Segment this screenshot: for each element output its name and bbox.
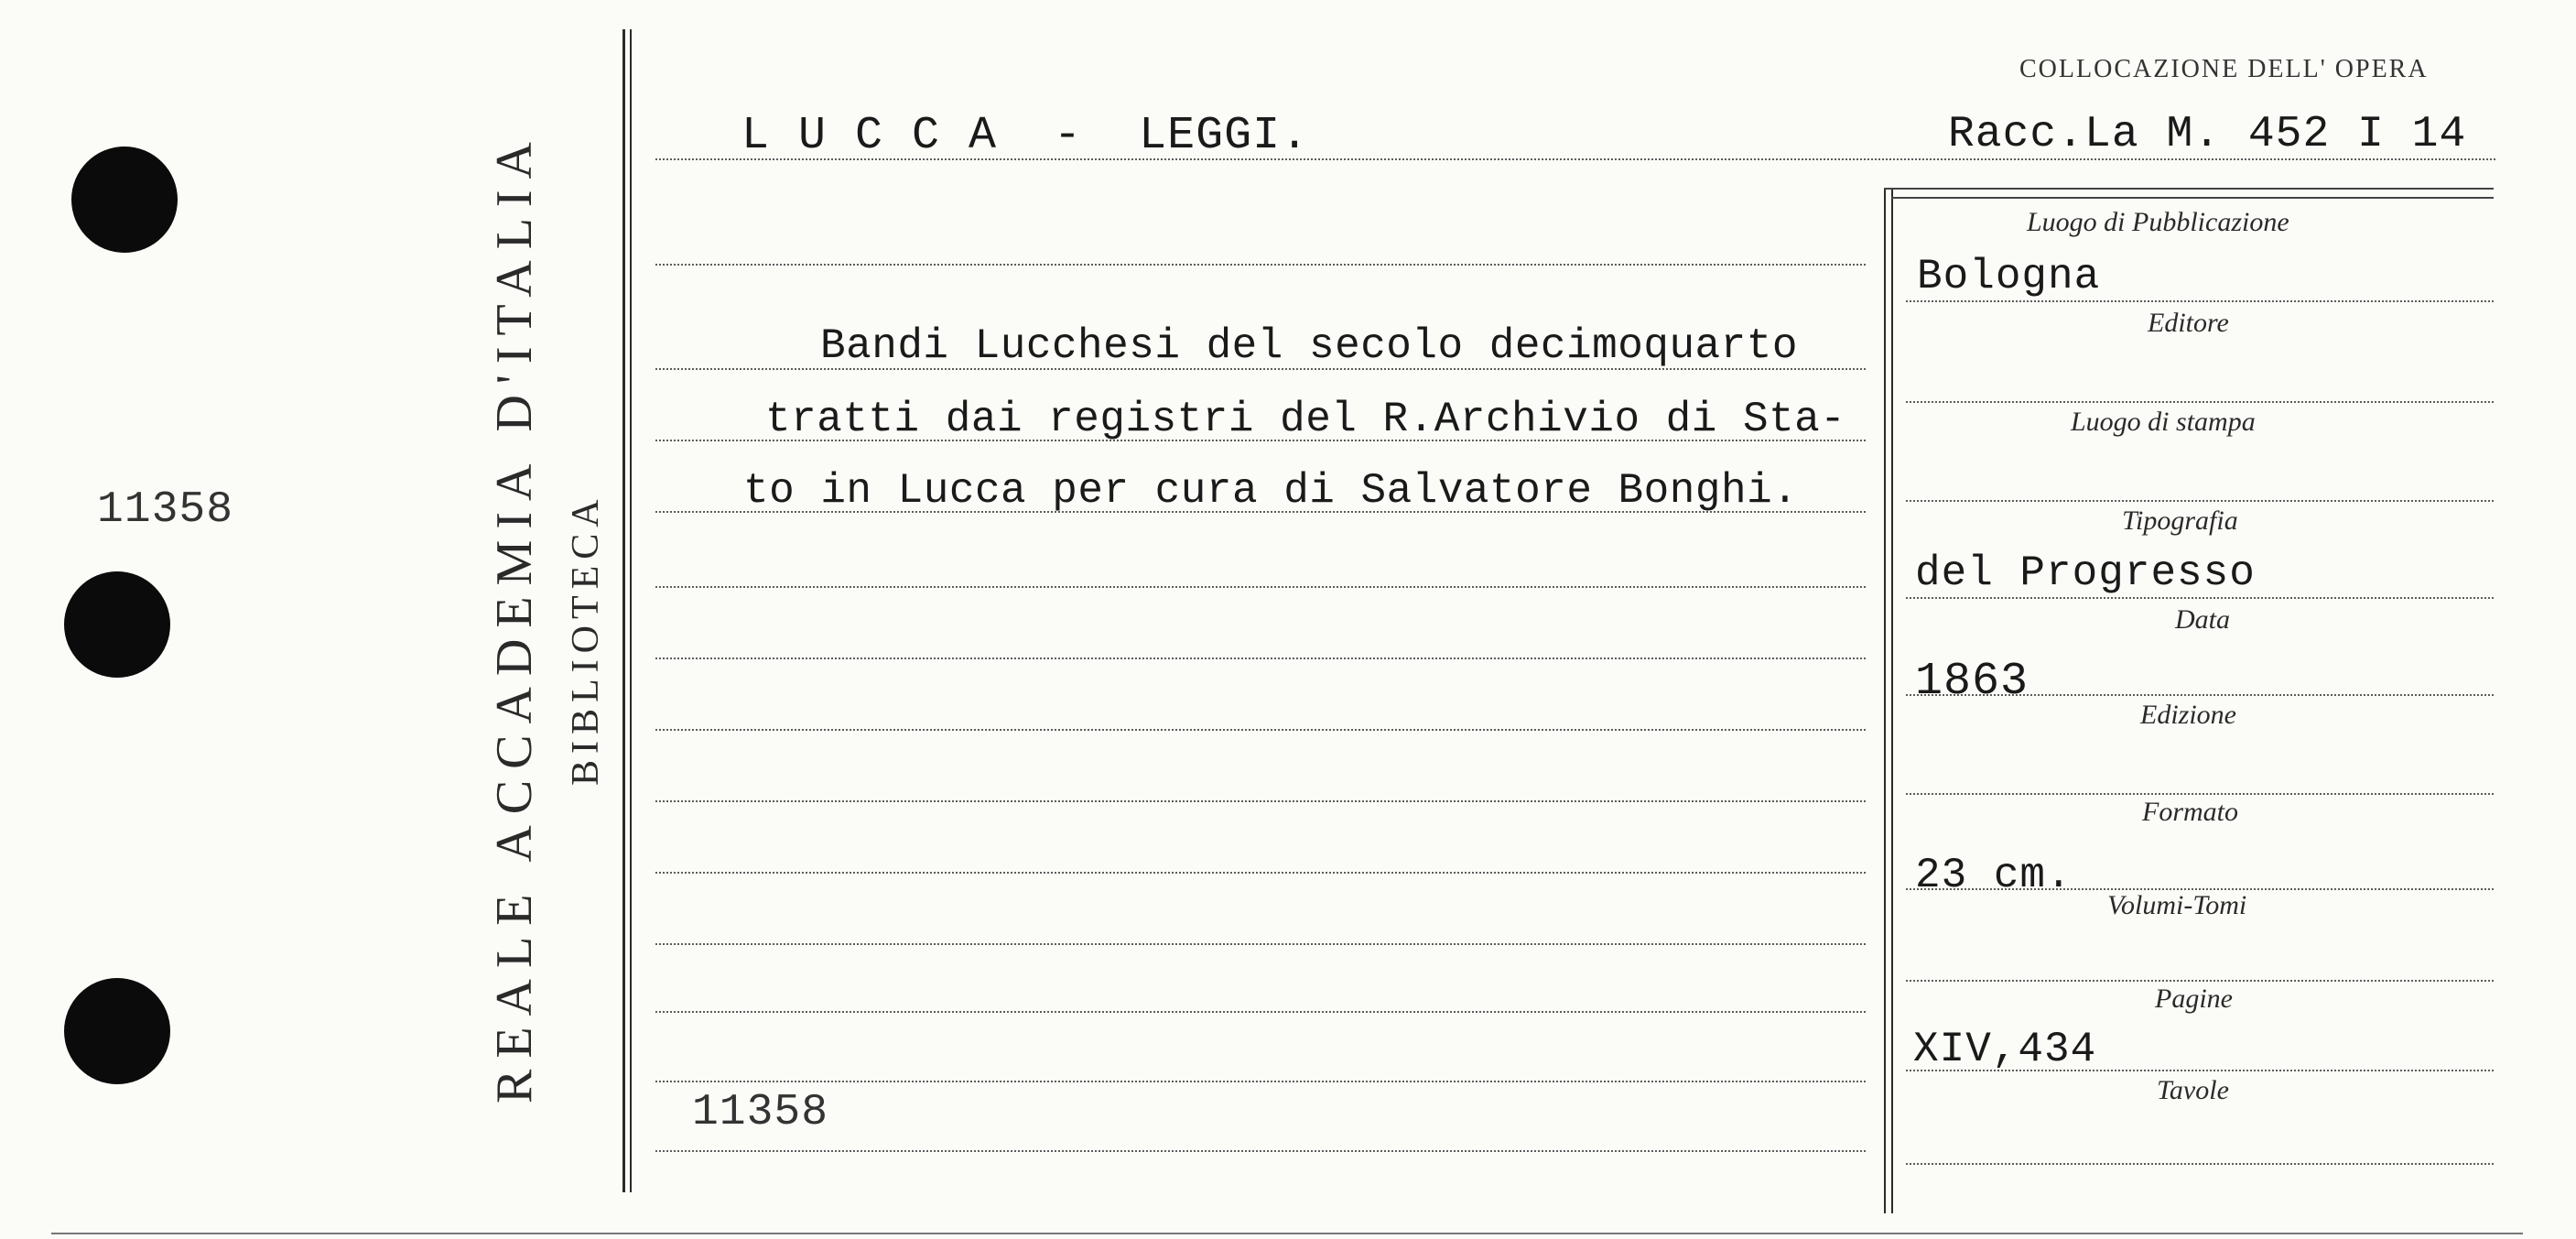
- side-border-left-inner: [1891, 188, 1893, 1213]
- title-line: tratti dai registri del R.Archivio di Sta-: [765, 396, 1846, 443]
- card-heading: L U C C A - LEGGI.: [741, 110, 1310, 162]
- label-edizione: Edizione: [2140, 700, 2236, 730]
- card-bottom-edge: [51, 1233, 2523, 1234]
- ruled-line: [655, 1150, 1866, 1152]
- side-border-left: [1884, 188, 1886, 1213]
- ruled-line: [655, 800, 1866, 802]
- punch-hole-top: [71, 147, 178, 253]
- inventory-number-bottom: 11358: [692, 1088, 829, 1137]
- label-tipografia: Tipografia: [2122, 505, 2238, 536]
- heading-line: [655, 158, 2495, 160]
- ruled-line: [655, 1081, 1866, 1082]
- field-line: [1906, 1070, 2494, 1071]
- main-border-left: [622, 29, 625, 1192]
- ruled-line: [655, 872, 1866, 874]
- value-luogo-pubblicazione: Bologna: [1917, 253, 2101, 300]
- punch-hole-middle: [64, 571, 170, 678]
- field-line: [1906, 597, 2494, 599]
- label-editore: Editore: [2148, 308, 2229, 338]
- field-line: [1906, 694, 2494, 696]
- title-line: to in Lucca per cura di Salvatore Bonghi.: [743, 467, 1799, 515]
- title-line: Bandi Lucchesi del secolo decimoquarto: [820, 322, 1798, 370]
- collocation-value: Racc.La M. 452 I 14: [1948, 110, 2467, 159]
- field-line: [1906, 401, 2494, 403]
- label-luogo-pubblicazione: Luogo di Pubblicazione: [2027, 207, 2289, 237]
- inventory-number-margin: 11358: [97, 485, 234, 535]
- field-line: [1906, 980, 2494, 982]
- library-name: BIBLIOTECA: [565, 493, 607, 786]
- main-border-left-inner: [630, 29, 632, 1192]
- value-tipografia: del Progresso: [1915, 549, 2256, 597]
- value-formato: 23 cm.: [1915, 852, 2073, 899]
- field-line: [1906, 300, 2494, 302]
- label-luogo-stampa: Luogo di stampa: [2071, 407, 2256, 437]
- institution-name: REALE ACCADEMIA D'ITALIA: [486, 131, 543, 1103]
- ruled-line: [655, 1011, 1866, 1013]
- label-data: Data: [2175, 604, 2230, 635]
- value-pagine: XIV,434: [1913, 1026, 2097, 1073]
- ruled-line: [655, 943, 1866, 945]
- side-top-rule: [1884, 188, 2494, 190]
- field-line: [1906, 1163, 2494, 1165]
- collocation-header: COLLOCAZIONE DELL' OPERA: [2019, 55, 2429, 83]
- label-volumi-tomi: Volumi-Tomi: [2107, 890, 2247, 920]
- ruled-line: [655, 658, 1866, 659]
- field-line: [1906, 793, 2494, 795]
- label-formato: Formato: [2142, 797, 2238, 827]
- punch-hole-bottom: [64, 978, 170, 1084]
- ruled-line: [655, 729, 1866, 731]
- field-line: [1906, 500, 2494, 502]
- ruled-line: [655, 264, 1866, 266]
- label-tavole: Tavole: [2157, 1075, 2229, 1105]
- side-top-rule-inner: [1891, 197, 2494, 199]
- value-data: 1863: [1915, 656, 2029, 708]
- label-pagine: Pagine: [2155, 984, 2233, 1014]
- ruled-line: [655, 586, 1866, 588]
